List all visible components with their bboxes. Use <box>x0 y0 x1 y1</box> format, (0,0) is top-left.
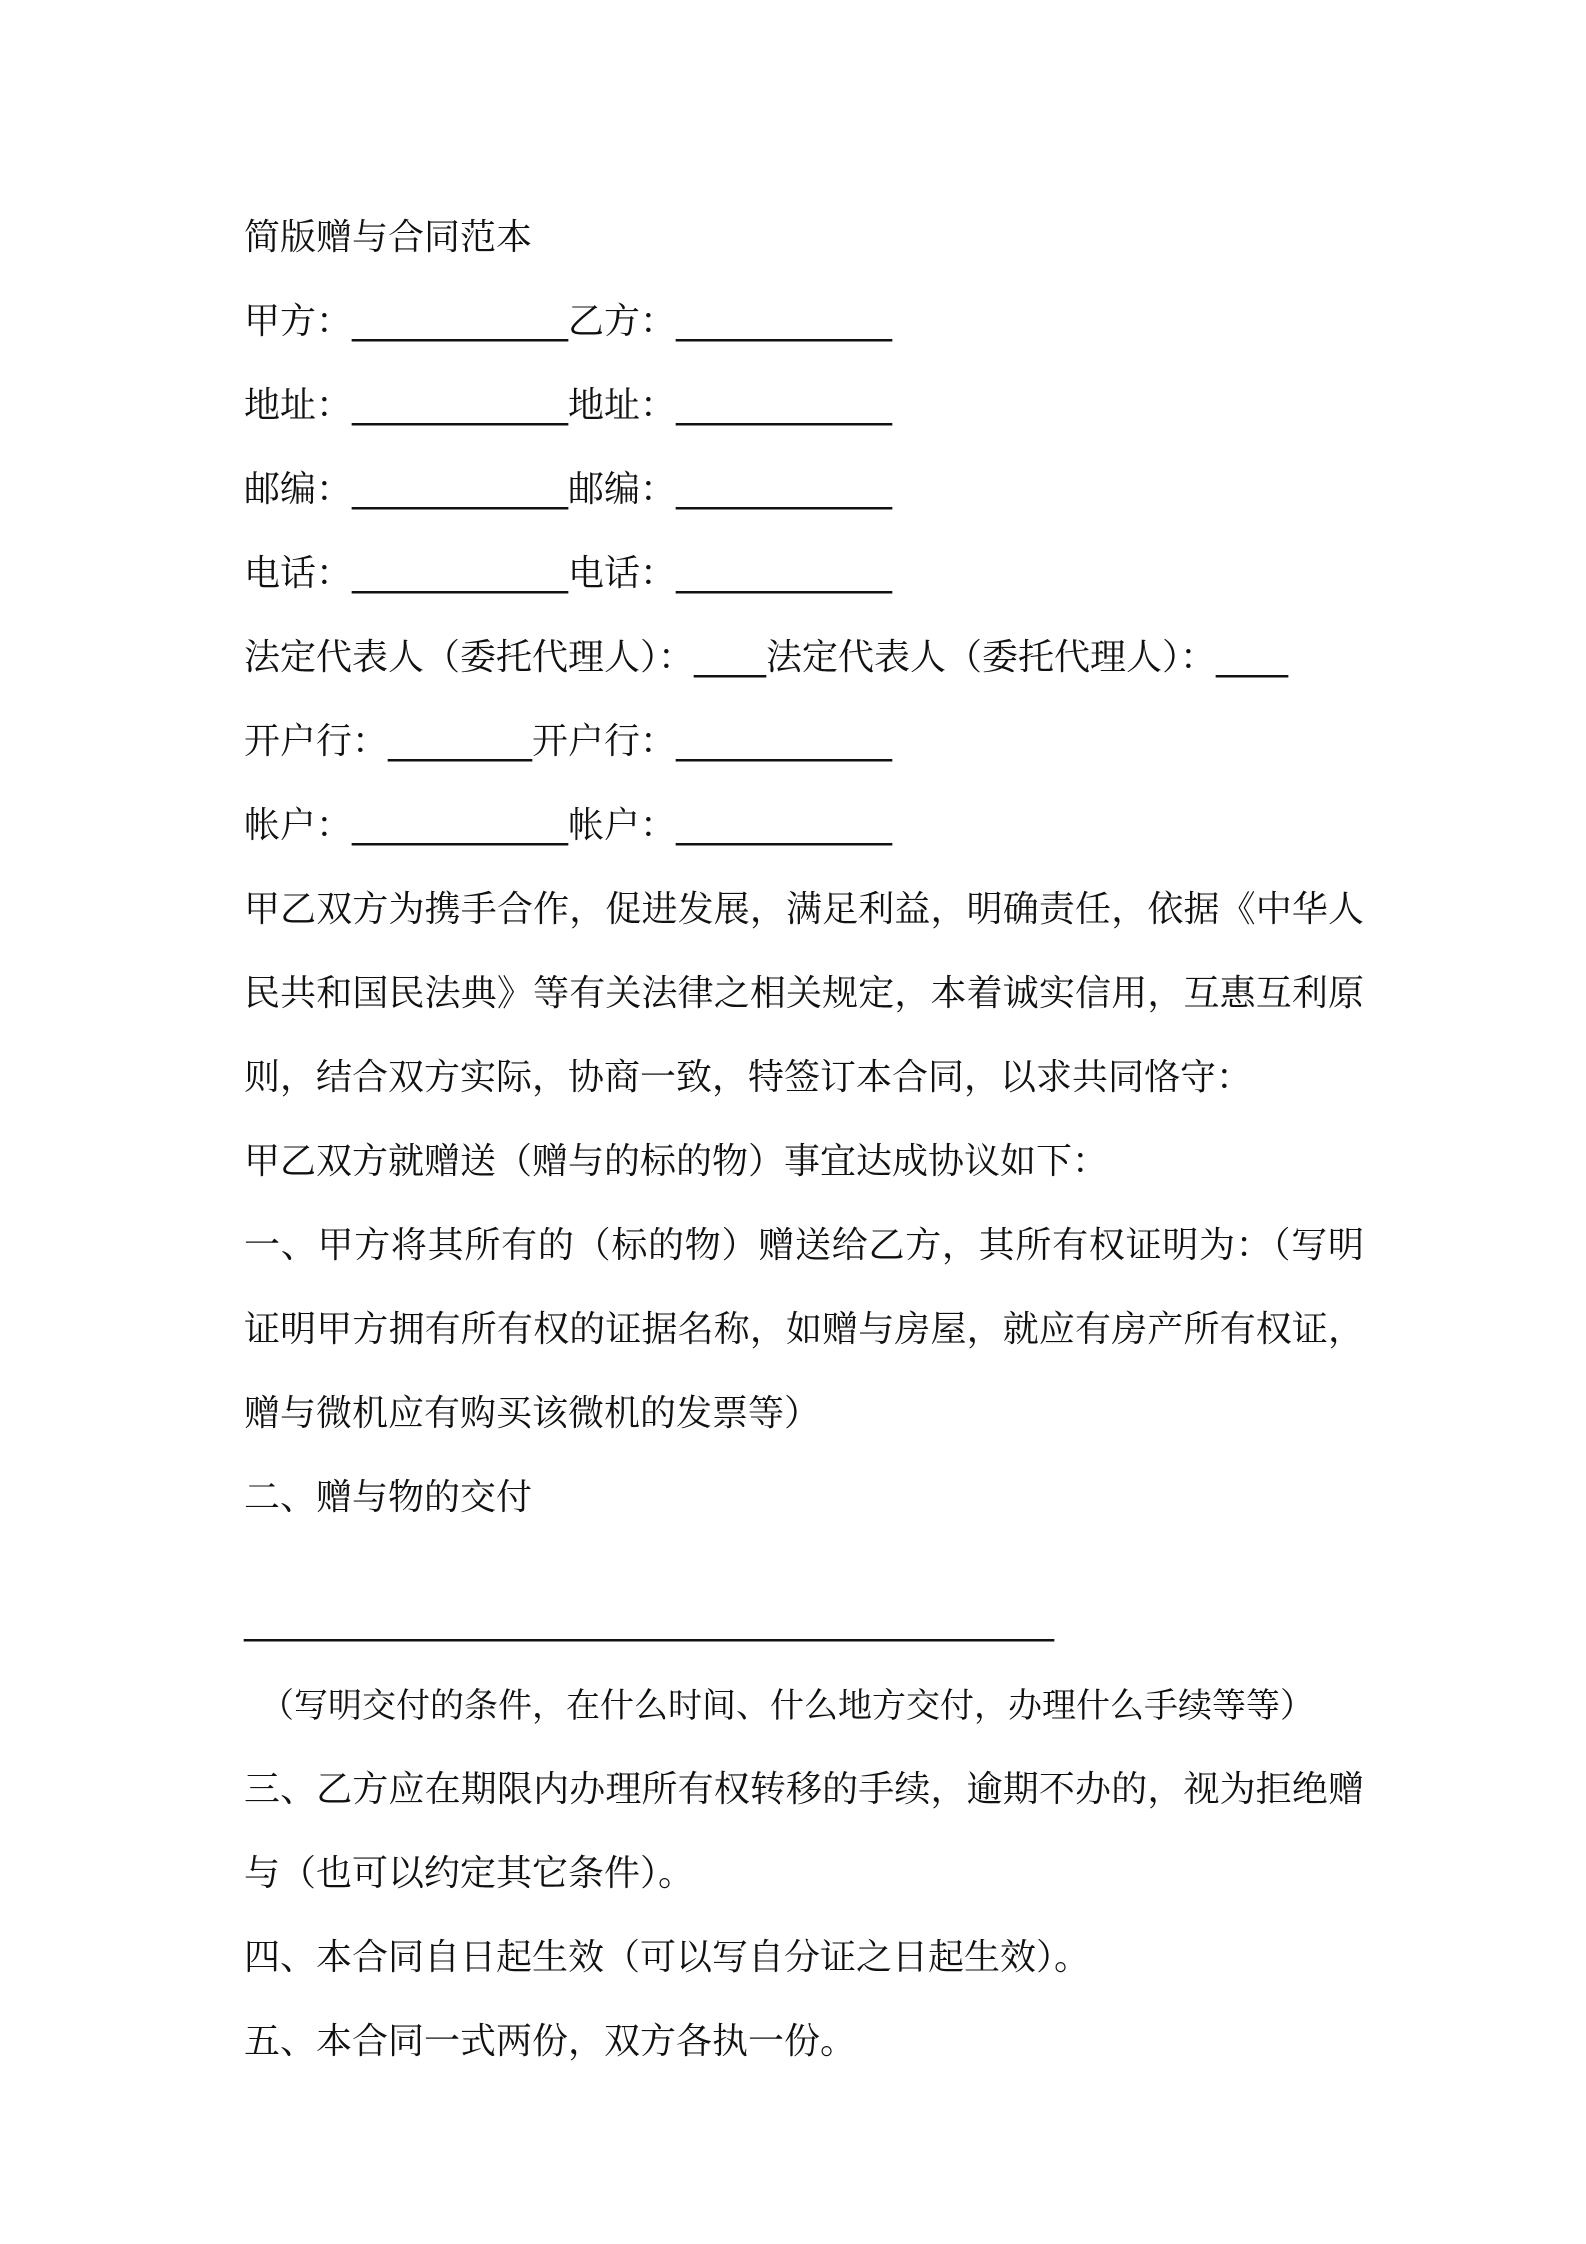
clause-4: 四、本合同自日起生效（可以写自分证之日起生效）。 <box>244 1937 1091 1978</box>
legal-representative-field-row: 法定代表人（委托代理人）：____法定代表人（委托代理人）：____ <box>244 637 1289 678</box>
document-title: 简版赠与合同范本 <box>244 217 533 258</box>
clause-2-blank-line: _____________________________________________ <box>244 1601 1054 1642</box>
clause-1: 一、甲方将其所有的（标的物）赠送给乙方，其所有权证明为：（写明证明甲方拥有所有权的证据名称，如赠与房屋，就应有房产所有权证，赠与微机应有购买该微机的发票等） <box>244 1225 1364 1434</box>
clause-5: 五、本合同一式两份，双方各执一份。 <box>244 2021 857 2062</box>
bank-field-row: 开户行：________开户行：____________ <box>244 721 893 762</box>
agreement-intro: 甲乙双方就赠送（赠与的标的物）事宜达成协议如下： <box>244 1141 1109 1182</box>
clause-2-note: （写明交付的条件，在什么时间、什么地方交付，办理什么手续等等） <box>260 1686 1314 1726</box>
address-field-row: 地址：____________地址：____________ <box>244 385 893 426</box>
preamble-paragraph: 甲乙双方为携手合作，促进发展，满足利益，明确责任，依据《中华人民共和国民法典》等有关法律之相关规定，本着诚实信用，互惠互利原则，结合双方实际，协商一致，特签订本合同，以求共同恪守： <box>244 889 1364 1098</box>
document-body <box>244 196 1364 2084</box>
clause-2-title: 二、赠与物的交付 <box>244 1477 533 1518</box>
account-field-row: 帐户：____________帐户：____________ <box>244 805 893 846</box>
phone-field-row: 电话：____________电话：____________ <box>244 553 893 594</box>
party-name-field-row: 甲方：____________乙方：____________ <box>244 301 893 342</box>
clause-3: 三、乙方应在期限内办理所有权转移的手续，逾期不办的，视为拒绝赠与（也可以约定其它条件）。 <box>244 1769 1364 1894</box>
postcode-field-row: 邮编：____________邮编：____________ <box>244 469 893 510</box>
